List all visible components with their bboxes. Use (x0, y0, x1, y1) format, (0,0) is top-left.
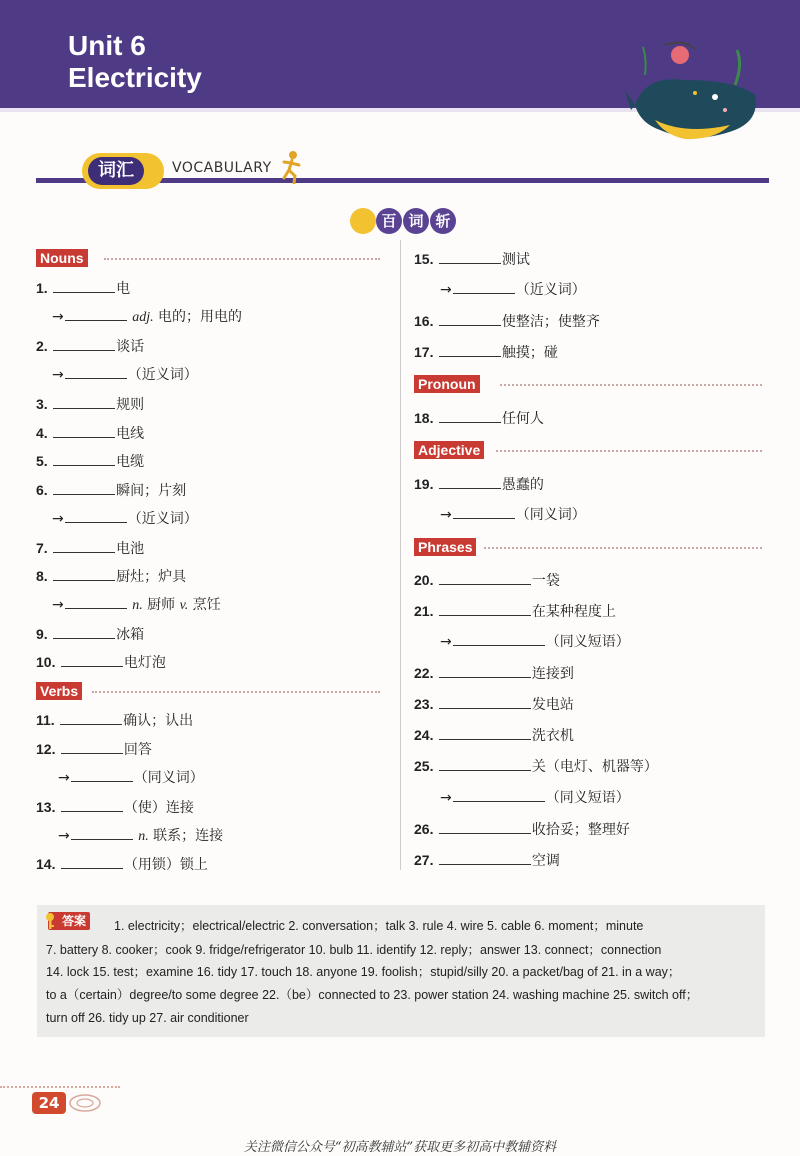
vocab-item-12: 12. 回答 (36, 741, 152, 758)
vocab-item-1: 1. 电 (36, 280, 131, 297)
answer-blank[interactable] (61, 740, 123, 754)
vocab-item-4: 4. 电线 (36, 425, 145, 442)
vocab-item-6: 6. 瞬间；片刻 (36, 482, 187, 499)
section-phrases: Phrases (414, 538, 476, 556)
vocab-item-19: 19. 愚蠢的 (414, 476, 544, 493)
answer-blank[interactable] (453, 280, 515, 294)
bcz-char: 百 (376, 208, 402, 234)
vocab-item-5: 5. 电缆 (36, 453, 145, 470)
vocab-badge (82, 153, 164, 189)
section-verbs: Verbs (36, 682, 82, 700)
answer-blank[interactable] (53, 452, 115, 466)
vocab-item-9: 9. 冰箱 (36, 626, 145, 643)
vocab-item-2-synonym: → （近义词） (52, 367, 198, 383)
section-pronoun: Pronoun (414, 375, 480, 393)
answer-blank[interactable] (61, 855, 123, 869)
vocab-item-16: 16. 使整洁；使整齐 (414, 313, 600, 330)
answer-line: turn off 26. tidy up 27. air conditioner (46, 1011, 249, 1025)
answer-blank[interactable] (439, 726, 531, 740)
answer-blank[interactable] (53, 567, 115, 581)
answer-blank[interactable] (439, 602, 531, 616)
vocab-item-26: 26. 收拾妥；整理好 (414, 821, 630, 838)
answer-blank[interactable] (439, 343, 501, 357)
bcz-char: 词 (403, 208, 429, 234)
vocab-item-21-synonym: → （同义短语） (440, 634, 630, 650)
vocab-item-15-synonym: → （近义词） (440, 282, 586, 298)
answer-blank[interactable] (439, 571, 531, 585)
column-divider (400, 240, 401, 870)
answer-blank[interactable] (61, 798, 123, 812)
answer-blank[interactable] (453, 632, 545, 646)
vocab-item-1-derivative: → adj. 电的；用电的 (52, 309, 243, 325)
vocab-item-20: 20. 一袋 (414, 572, 560, 589)
dotted-rule (484, 547, 762, 549)
unit-name: Electricity (68, 62, 202, 93)
answer-line: 14. lock 15. test；examine 16. tidy 17. touch 18. anyone 19. foolish；stupid/silly 20. a packet/bag of 21. in a way； (46, 965, 681, 979)
vocab-item-21: 21. 在某种程度上 (414, 603, 616, 620)
vocab-item-7: 7. 电池 (36, 540, 145, 557)
whale-illustration-icon (625, 35, 765, 150)
answer-blank[interactable] (53, 424, 115, 438)
vocab-item-24: 24. 洗衣机 (414, 727, 574, 744)
answer-blank[interactable] (439, 409, 501, 423)
answer-blank[interactable] (53, 279, 115, 293)
answer-blank[interactable] (65, 509, 127, 523)
answer-blank[interactable] (453, 788, 545, 802)
vocab-item-2: 2. 谈话 (36, 338, 145, 355)
vocab-item-19-synonym: → （同义词） (440, 507, 586, 523)
bcz-title (350, 205, 460, 235)
vocab-item-15: 15. 测试 (414, 251, 530, 268)
answer-blank[interactable] (439, 664, 531, 678)
answer-line: 7. battery 8. cooker；cook 9. fridge/refrigerator 10. bulb 11. identify 12. reply；answer 13. connect；connection (46, 943, 662, 957)
answer-blank[interactable] (439, 820, 531, 834)
bcz-char: 斩 (430, 208, 456, 234)
answer-blank[interactable] (53, 481, 115, 495)
vocab-item-23: 23. 发电站 (414, 696, 574, 713)
answer-blank[interactable] (60, 711, 122, 725)
page-ornament-icon (68, 1093, 102, 1113)
page-number: 24 (32, 1092, 66, 1114)
answer-blank[interactable] (53, 539, 115, 553)
vocab-item-3: 3. 规则 (36, 396, 145, 413)
answer-blank[interactable] (439, 695, 531, 709)
unit-title (68, 30, 202, 94)
unit-number: Unit 6 (68, 30, 146, 61)
answer-blank[interactable] (71, 768, 133, 782)
answer-blank[interactable] (65, 365, 127, 379)
answer-blank[interactable] (65, 307, 127, 321)
footer-note: 关注微信公众号“初高教辅站”获取更多初高中教辅资料 (243, 1140, 557, 1155)
vocab-item-27: 27. 空调 (414, 852, 560, 869)
answer-line: 1. electricity；electrical/electric 2. conversation；talk 3. rule 4. wire 5. cable 6. moment；minute (114, 919, 644, 933)
answer-blank[interactable] (53, 625, 115, 639)
vocab-item-6-synonym: → （近义词） (52, 511, 198, 527)
vocab-item-14: 14. （用锁）锁上 (36, 856, 208, 873)
runner-icon (280, 150, 302, 184)
answer-blank[interactable] (61, 653, 123, 667)
vocab-item-25: 25. 关（电灯、机器等） (414, 758, 658, 775)
vocab-item-8: 8. 厨灶；炉具 (36, 568, 187, 585)
vocab-item-10: 10. 电灯泡 (36, 654, 166, 671)
vocab-item-22: 22. 连接到 (414, 665, 574, 682)
dotted-rule (104, 258, 380, 260)
answer-tag: 答案 (48, 912, 90, 930)
vocab-item-13: 13. （使）连接 (36, 799, 194, 816)
vocab-item-12-synonym: → （同义词） (58, 770, 204, 786)
vocab-item-11: 11. 确认；认出 (36, 712, 194, 729)
vocab-label: VOCABULARY (172, 160, 278, 176)
answer-blank[interactable] (71, 826, 133, 840)
answer-blank[interactable] (53, 395, 115, 409)
answer-line: to a（certain）degree/to some degree 22.（be）connected to 23. power station 24. washing machine 25. switch off； (46, 988, 699, 1002)
answer-blank[interactable] (439, 250, 501, 264)
dotted-rule (500, 384, 762, 386)
section-nouns: Nouns (36, 249, 88, 267)
answer-blank[interactable] (439, 757, 531, 771)
vocab-badge-label: 词汇 (88, 157, 144, 185)
vocab-item-25-synonym: → （同义短语） (440, 790, 630, 806)
vocab-item-17: 17. 触摸；碰 (414, 344, 558, 361)
answer-blank[interactable] (439, 475, 501, 489)
answer-blank[interactable] (453, 505, 515, 519)
page-number-rule (0, 1086, 120, 1088)
vocab-item-13-derivative: → n. 联系；连接 (58, 828, 224, 844)
dotted-rule (496, 450, 762, 452)
key-icon (44, 912, 56, 930)
answer-blank[interactable] (53, 337, 115, 351)
answer-blank[interactable] (65, 595, 127, 609)
dotted-rule (92, 691, 380, 693)
answer-blank[interactable] (439, 312, 501, 326)
bcz-logo-icon (350, 208, 376, 234)
section-adjective: Adjective (414, 441, 484, 459)
vocab-item-18: 18. 任何人 (414, 410, 544, 427)
vocab-item-8-derivative: → n. 厨师 v. 烹饪 (52, 597, 221, 613)
answer-blank[interactable] (439, 851, 531, 865)
